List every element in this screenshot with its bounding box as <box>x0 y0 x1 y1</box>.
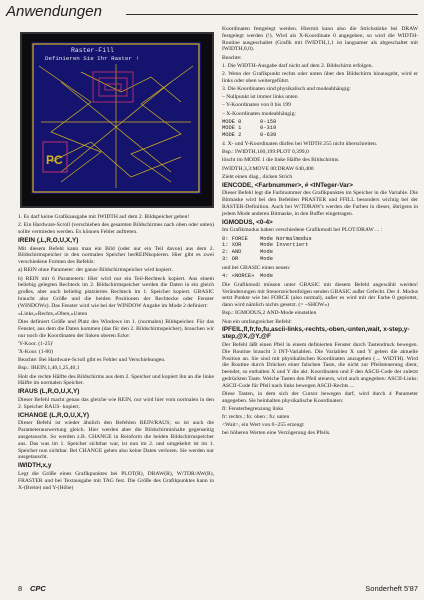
paragraph: Im Grafikmodus haben verschiedene Grafikmodi bei PLOT/DRAW ... : <box>222 227 383 234</box>
table-cell: Mode <box>260 249 273 256</box>
paragraph: Dieser Befehl ist wieder ähnlich den Befehlen REIN/RAUS; so ist auch die Parameterauswertung gleich. Hier werden aber die Bildschirminhalte gegenseitig ausgetauscht. So werden z.B. CHANGE in Reinform die beiden Bildschirmspeicher aus. Das was im 1. Speicher sichtbar war, ist nun im 2. und umgekehrt ist im 1. Speicher nun sichtbar. Bei CHANGE gehen also keine Daten verloren. Sie werden nur ausgetauscht. <box>18 420 214 461</box>
command-heading: IPFEIL,fl,fr,fo,fu,ascii-links,-rechts,-oben,-unten,wait, x-step,y-step,@X,@Y,@F <box>222 326 410 341</box>
raster-fill-drawing <box>31 42 201 194</box>
paragraph: Dieser Befehl legt die Farbnummer des Grafikpunktes im Speicher in die Variable. Die Bitmaske wird bei den Befehlen PRASTER und FFILL besonders wichtig bei der RASTER-Definition. Auch bei W/TDRAW's werden die Farben in dieser, übrigens in jedem Mode anderen Bitmaske, in den Buffer eingetragen. <box>222 190 418 217</box>
right-column <box>222 26 418 439</box>
paragraph: und bei GBASIC einen neuen: <box>222 264 291 271</box>
command-heading: IWIDTH,x,y <box>18 462 52 470</box>
paragraph: Mit diesem Befehl kann man ein Bild (oder nur ein Teil davon) aus dem 2. Bildschirmspeicher in den normalen Speicher herREINkopieren. Hier gibt es zwei verschiedene Formen des Befehls: <box>18 245 214 266</box>
issue-label: Sonderheft 5'87 <box>365 584 418 593</box>
table-cell: MODE 2 <box>222 132 242 139</box>
command-heading: IREIN (,L,R,O,U,X,Y) <box>18 236 79 244</box>
paragraph: <Wait>, ein Wert von 0−255 erzeugt <box>222 422 304 429</box>
paragraph: Bsp.: IREIN,1,40,1,25,40,1 <box>18 365 80 372</box>
paragraph: bei höheren Werten eine Verzögerung des Pfeils. <box>222 430 331 437</box>
page-footer <box>18 584 418 594</box>
screenshot-figure <box>20 32 214 208</box>
right-text-flow <box>222 26 418 437</box>
paragraph: Nun ein umfangreicher Befehl: <box>222 318 292 325</box>
banner-title: Raster-Fill <box>71 47 114 54</box>
paragraph: 'Y-Koor. (1-25)' <box>18 340 54 347</box>
page-header <box>6 3 418 25</box>
paragraph: Die Grafikmodi müssen unter GBASIC mit diesem Befehl angewählt werden! Veränderungen mit Steuerzeichenfolgen senden GBASIC außer Gefecht. Der 4. Modus setzt Punkte wie bei FORCE (also normal), außer es wird mit der Farbe 0 geplottet, dann wird nämlich nichts gesetzt. (= ~SHOW«) <box>222 281 418 309</box>
paragraph: Beachte: <box>222 54 242 61</box>
paragraph: b) REIN mit 6 Parametern: Hier wird nur ein Teil-Rechteck kopiert. Aus einem beliebig gelegten Rechteck im 2. Bildschirmspeicher werden die Daten in ein gleich großes, aber auch beliebig platziertes Rechteck im 1. Speicher kopiert. GBASIC braucht also Größe und die beiden Positionen der Rechtecke oder Fenster (WINDOWs). Das Fenster wird wie bei der WINDOW Angabe im Mode 2 definiert: <box>18 275 214 309</box>
section-title: Anwendungen <box>6 3 102 20</box>
header-rule <box>126 14 418 15</box>
command-heading: IGMODUS, <0-4> <box>222 218 273 226</box>
table-cell: 2: AND <box>222 249 242 256</box>
table-cell: 3: OR <box>222 255 239 262</box>
table-cell: MODE 0 <box>222 118 242 125</box>
paragraph: Zieht einen diag., dicken Strich <box>222 173 293 180</box>
paragraph: Diese Tasten, in dem sich der Cursor bewegen darf, wird durch 4 Parameter angegeben. Sie beinhalten physikalische Koordinaten: <box>222 390 418 404</box>
table-cell: 0-639 <box>260 132 277 139</box>
paragraph: – Y-Koordinaten von 0 bis 199 <box>222 102 291 109</box>
table-cell: Mode Normalmodus <box>260 235 312 242</box>
command-heading: IRAUS (L,R,O,U,X,Y) <box>18 388 80 396</box>
left-column <box>18 28 214 493</box>
page-number: 8 <box>18 584 23 593</box>
monitor-screen <box>31 42 201 194</box>
pc-tile-label: PC <box>46 153 63 167</box>
mode-table <box>222 273 418 280</box>
paragraph: a) REIN ohne Parameter: der ganze Bildschirmspeicher wird kopiert. <box>18 267 173 274</box>
paragraph: 3. Die Koordinaten sind physikalisch und modeabhängig: <box>222 85 351 92</box>
paragraph: Bsp.: IWIDTH,160,199:PLOT 0,399,0 <box>222 149 309 156</box>
command-heading: IENCODE, <Farbnummer>, # <INTeger-Var> <box>222 181 353 189</box>
paragraph: IWIDTH,3,3:MOVE 00:DRAW 640,400 <box>222 165 314 172</box>
paragraph: – X-Koordinaten modeabhängig: <box>222 110 296 117</box>
paragraph: Dieser Befehl macht genau das gleiche wie REIN, nur wird hier vom normalen in den 2. Speicher RAUS- kopiert. <box>18 397 214 410</box>
paragraph: 1. Die WIDTH-Ausgabe darf nicht auf dem 2. Bildschirm erfolgen. <box>222 62 373 69</box>
paragraph: Legt die Größe eines Grafikpunktes bei PLOT(R), DRAW(R), W/TDR/AW(R), FRASTER und bei Textausgabe mit TAG fest. Die Größe des Grafikpunktes kann in X-(Breite) und Y-(Höhe) <box>18 471 214 491</box>
paragraph: 2. Ein Hardware-Scroll (verschieben des gesamten Bildschirmes nach oben oder unten) sollte vermieden werden. Es können Fehler auftreten. <box>18 222 214 235</box>
left-text-flow <box>18 214 214 491</box>
paragraph: Dies definiert Größe und Platz des Windows im 1. (normalen) Bildspeicher. Für das Fenster, aus dem die Daten kommen (das für den 2. Bildschirmspeicher), brauchen wir nur noch die Koordinaten der linken oberen Ecke: <box>18 319 214 339</box>
table-cell: Mode <box>260 272 273 279</box>
command-heading: ICHANGE (L,R,O,U,X,Y) <box>18 411 90 419</box>
paragraph: Bsp.: IGMODUS,2 AND-Mode einstellen <box>222 310 317 317</box>
paragraph: «Links,»Rechts,»Oben,»Unten <box>18 310 88 317</box>
mode-table <box>222 236 418 263</box>
paragraph: Holt die rechte Hälfte des Bildschirms aus dem 2. Speicher und kopiert ihn an die linke Hälfte im normalen Speicher. <box>18 373 214 387</box>
table-cell: 4: «NORCE» <box>222 272 255 279</box>
paragraph: – Nullpunkt ist immer links unten <box>222 94 298 101</box>
table-cell: 0-319 <box>260 125 277 132</box>
paragraph: 2. Wenn der Grafikpunkt rechts oder unten über den Bildschirm hinausgeht, wird er links oder oben weitergeführt. <box>222 70 418 84</box>
table-cell: MODE 1 <box>222 125 242 132</box>
paragraph: löscht im MODE 1 die linke Hälfte des Bildschirms. <box>222 157 340 164</box>
paragraph: Koordinaten festgelegt werden. Hiermit kann also die Strichstärke bei DRAW festgelegt werden (!). Wird als X-Koordinate 0 angegeben, so wird die WIDTH-Routine ausgeschaltet (Grafik mit IWIDTH,1,1 ist langsamer als abgeschaltet mit IWIDTH,0,0). <box>222 26 418 53</box>
table-cell: 0: FORCE <box>222 235 248 242</box>
mode-table <box>222 119 418 139</box>
paragraph: fr: rechts ; fo: oben ; fu: unten <box>222 414 290 421</box>
paragraph: 'X-Koor. (1-80) <box>18 349 53 356</box>
paragraph: 4. X- und Y-Koordinaten dürfen bei WIDTH 255 nicht überschreiten. <box>222 141 378 148</box>
paragraph: Beachte: Bei Hardware-Scroll gibt es Fehler und Verschiebungen. <box>18 357 166 364</box>
table-cell: Mode Invertiert <box>260 242 309 249</box>
banner-subtitle: Definieren Sie Ihr Raster ! <box>45 55 139 62</box>
table-cell: Mode <box>260 255 273 262</box>
paragraph: fl: Fensterbegrenzung links <box>222 405 284 412</box>
magazine-logo: CPC <box>30 584 46 593</box>
table-cell: 1: XOR <box>222 242 242 249</box>
table-cell: 0-159 <box>260 118 277 125</box>
paragraph: Der Befehl läßt einen Pfeil in einem definierten Fenster durch Tastendruck bewegen. Die Routine braucht 3 INT-Variablen. Die Variablen X und Y geben die aktuelle Position an. Sie sind mit physikalischen Koordinaten anzugeben (→ WIDTH). Wird die Routine durch Drücken einer falschen Taste, die nicht zur Pfeilsteuerung dient, beendet, so enthalten X und Y die akt. Koordinaten und F den ASCII-Code der zuletzt gedrückten Taste. Welche Tasten den Pfeil steuern, wird auch angegeben: ASCII-Links: ASCII-Code für Pfeil nach links bewegen ASCII-Rechts ... <box>222 341 418 389</box>
paragraph: 1. Es darf keine Grafikausgabe mit IWIDTH auf dem 2. Bildspeicher geben! <box>18 214 190 220</box>
